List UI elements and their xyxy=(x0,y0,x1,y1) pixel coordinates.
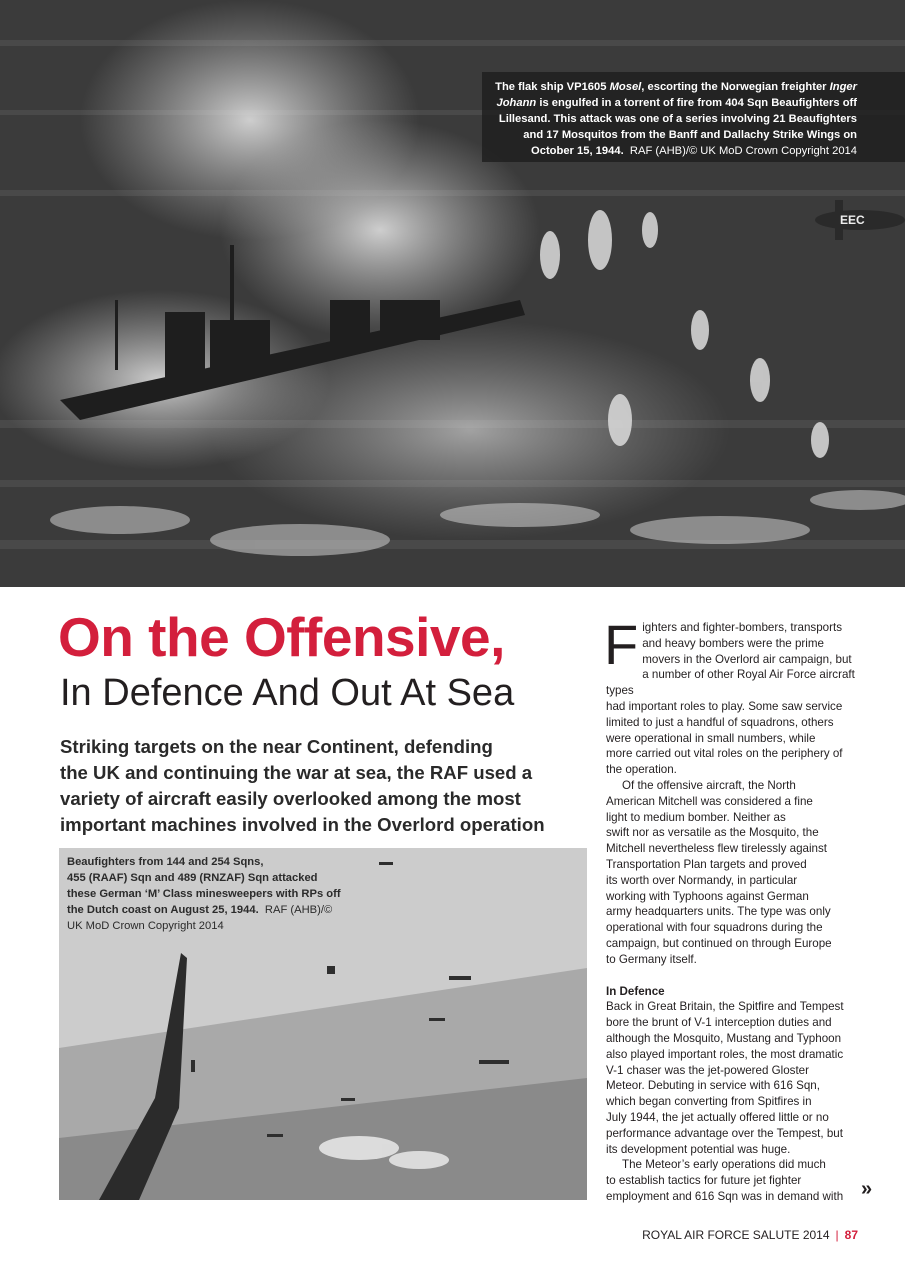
body-line: Of the offensive aircraft, the North xyxy=(622,778,796,792)
body-line: to Germany itself. xyxy=(606,952,697,966)
body-line: its development potential was huge. xyxy=(606,1142,791,1156)
body-line: operational with four squadrons during the xyxy=(606,921,823,935)
body-line: employment and 616 Sqn was in demand with xyxy=(606,1189,844,1203)
standfirst-line: the UK and continuing the war at sea, the RAF used a xyxy=(60,762,533,783)
body-line: American Mitchell was considered a fine xyxy=(606,794,813,808)
caption-credit: RAF (AHB)/© xyxy=(264,904,333,916)
body-line: limited to just a handful of squadrons, others xyxy=(606,715,834,729)
body-line: had important roles to play. Some saw service xyxy=(606,699,843,713)
body-line: Transportation Plan targets and proved xyxy=(606,857,807,871)
standfirst-line: important machines involved in the Overlord operation xyxy=(60,814,545,835)
paragraph-4 xyxy=(606,1157,860,1204)
minesweeper-photo xyxy=(59,848,587,1200)
body-line: working with Typhoons against German xyxy=(606,889,809,903)
body-line: swift nor as versatile as the Mosquito, the xyxy=(606,826,819,840)
caption-freighter-name: Inger xyxy=(829,81,857,93)
hero-caption-line-3 xyxy=(490,111,857,127)
publication-name: ROYAL AIR FORCE SALUTE 2014 xyxy=(642,1228,830,1242)
body-line: movers in the Overlord air campaign, but xyxy=(642,652,852,666)
body-line: performance advantage over the Tempest, but xyxy=(606,1126,843,1140)
hero-caption-line-1 xyxy=(490,79,857,95)
caption-date: the Dutch coast on August 25, 1944. xyxy=(67,904,259,916)
minesweeper-caption xyxy=(67,854,387,934)
body-line: also played important roles, the most dramatic xyxy=(606,1047,844,1061)
body-line: the operation. xyxy=(606,763,677,777)
body-line: light to medium bomber. Neither as xyxy=(606,810,786,824)
body-line: a number of other Royal Air Force aircraft types xyxy=(606,668,855,698)
body-line: The Meteor’s early operations did much xyxy=(622,1158,826,1172)
caption-date: October 15, 1944. xyxy=(531,145,624,157)
caption-line: Beaufighters from 144 and 254 Sqns, xyxy=(67,856,264,868)
page-footer xyxy=(642,1228,858,1242)
page-number: 87 xyxy=(844,1228,858,1242)
caption-line: 455 (RAAF) Sqn and 489 (RNZAF) Sqn attacked xyxy=(67,872,318,884)
hero-caption-line-2 xyxy=(490,95,857,111)
body-line: and heavy bombers were the prime xyxy=(642,636,824,650)
body-line: army headquarters units. The type was only xyxy=(606,905,831,919)
caption-text: , escorting the Norwegian freighter xyxy=(641,81,830,93)
body-line: campaign, but continued on through Europe xyxy=(606,936,832,950)
caption-text: is engulfed in a torrent of fire from 404 Sqn Beaufighters off xyxy=(536,97,857,109)
hero-caption-line-4 xyxy=(490,127,857,143)
hero-caption xyxy=(482,72,905,162)
caption-credit: RAF (AHB)/© UK MoD Crown Copyright 2014 xyxy=(629,145,857,157)
body-line: although the Mosquito, Mustang and Typhoon xyxy=(606,1031,842,1045)
caption-credit-line: UK MoD Crown Copyright 2014 xyxy=(67,920,224,932)
caption-text: Lillesand. This attack was one of a series involving 21 Beaufighters xyxy=(498,113,857,125)
drop-cap: F xyxy=(604,613,639,676)
body-line: V-1 chaser was the jet-powered Gloster xyxy=(606,1063,809,1077)
paragraph-1 xyxy=(604,613,860,778)
caption-text: The flak ship VP1605 xyxy=(495,81,610,93)
paragraph-2 xyxy=(606,778,860,968)
paragraph-3 xyxy=(606,999,860,1157)
footer-separator: | xyxy=(835,1228,839,1242)
body-line: Meteor. Debuting in service with 616 Sqn, xyxy=(606,1079,820,1093)
continue-arrow-icon: » xyxy=(861,1178,873,1200)
caption-ship-name: Mosel xyxy=(609,81,642,93)
hero-photo xyxy=(0,0,905,587)
standfirst-line: variety of aircraft easily overlooked among the most xyxy=(60,788,521,809)
body-line: which began converting from Spitfires in xyxy=(606,1095,812,1109)
article-body xyxy=(604,613,860,1205)
caption-text: and 17 Mosquitos from the Banff and Dallachy Strike Wings on xyxy=(523,129,857,141)
page-title: On the Offensive, xyxy=(58,606,505,668)
caption-line: these German ‘M’ Class minesweepers with RPs off xyxy=(67,888,341,900)
body-line: more carried out vital roles on the periphery of xyxy=(606,747,843,761)
body-line: Mitchell nevertheless flew tirelessly against xyxy=(606,842,828,856)
body-line: bore the brunt of V-1 interception duties and xyxy=(606,1016,832,1030)
caption-line xyxy=(67,902,387,918)
body-line: its worth over Normandy, in particular xyxy=(606,873,798,887)
body-line: Back in Great Britain, the Spitfire and Tempest xyxy=(606,1000,844,1014)
page-subtitle: In Defence And Out At Sea xyxy=(60,672,515,714)
hero-caption-line-5 xyxy=(490,143,857,159)
body-line: to establish tactics for future jet fighter xyxy=(606,1174,802,1188)
body-line: ighters and fighter-bombers, transports xyxy=(642,621,842,634)
body-line: were operational in small numbers, while xyxy=(606,731,816,745)
subhead-in-defence: In Defence xyxy=(606,984,665,998)
body-line: July 1944, the jet actually offered little or no xyxy=(606,1110,829,1124)
svg-text:EEC: EEC xyxy=(840,213,865,227)
standfirst-line: Striking targets on the near Continent, defending xyxy=(60,736,493,757)
standfirst xyxy=(60,734,580,838)
caption-freighter-name: Johann xyxy=(496,97,537,109)
